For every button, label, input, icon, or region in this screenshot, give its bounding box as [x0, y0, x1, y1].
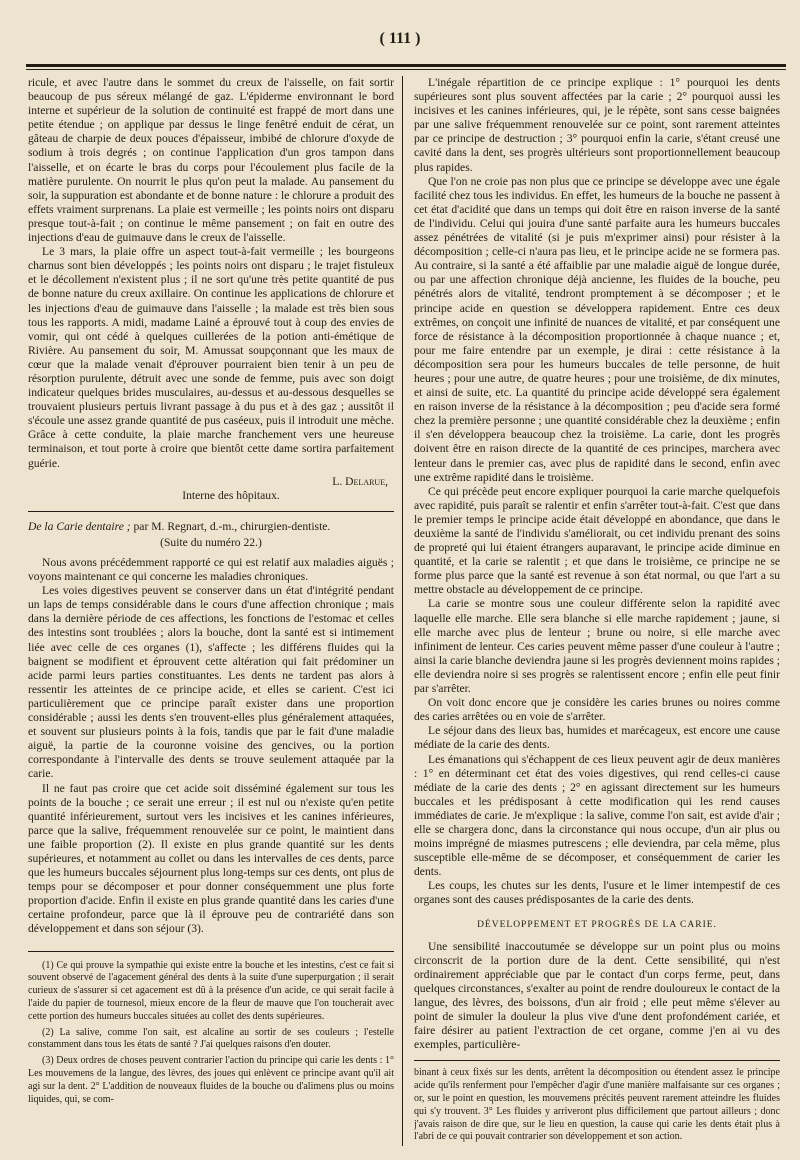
footnote-rule — [414, 1060, 780, 1061]
footnote-continuation — [414, 1067, 780, 1144]
section-paragraph: Une sensibilité inaccoutumée se développe sur un point plus ou moins circonscrit de la portion dure de la dent. Cette sensibilité, qui n'est ordinairement appréciable que par le contact d'un corps ferme, peut, dans quelques circonstances, s'exalter au point de rendre douloureux le contact de la langue, des lèvres, des boissons, d'un air froid ; elle peut même s'élever au point de simuler la douleur la plus vive d'une dent profondément cariée, et faire désirer au patient l'extraction de cet organe, comme j'en ai vu des exemples, particulière- — [414, 939, 780, 1052]
case-report-paragraph: ricule, et avec l'autre dans le sommet du creux de l'aisselle, on fait sortir beaucoup de pus séreux mélangé de gaz. L'épiderme environnant le bord interne et supérieur de la solution de continuité est frappé de mort dans une petite étendue ; on applique par dessus le linge fenêtré enduit de cérat, un gâteau de charpie de deux pouces d'épaisseur, imbibé de chlorure d'oxyde de sodium à trois degrés ; on continue l'application d'un gros tampon dans l'aisselle, et on écarte le bras du corps pour l'écoulement plus facile de la matière purulente. On nourrit le plus qu'on peut la malade. Au pansement du soir, la suppuration est abondante et de bonne nature : le chlorure a produit des effets vraiment surprenans. La plaie est vermeille ; les points noirs ont disparu presque tout-à-fait ; on continue le même pansement ; on fait en outre des injections d'eau de guimauve dans le creux de l'aisselle. — [28, 76, 394, 245]
article-paragraph: Les émanations qui s'échappent de ces lieux peuvent agir de deux manières : 1° en déterminant cet état des voies digestives, qui rend celles-ci cause médiate de la carie des dents ; 2° en agissant directement sur les humeurs buccales et les prédisposant à cette modification qui les rend causes immédiates de carie. Je m'explique : la salive, comme l'on sait, est avide d'air ; elle se chargera donc, dans la circonstance qui nous occupe, d'un air plus ou moins imprégné de miasmes putrescens ; elle deviendra, par cela même, plus susceptible elle-même de se décomposer, et conséquemment de carier les dents. — [414, 752, 780, 879]
case-report-paragraph-march: Le 3 mars, la plaie offre un aspect tout-à-fait vermeille ; les bourgeons charnus sont bien développés ; les points noirs ont disparu ; le trajet fistuleux et le décollement n'existent plus ; il ne sort qu'une très petite quantité de pus de bonne nature du creux axillaire. On continue les applications de chlorure et les injections d'eau de guimauve dans l'aisselle ; la malade est très bien sous tous les rapports. A midi, madame Lainé a éprouvé tout à coup des envies de vomir, qui ont cédé à quelques cuillerées de la potion anti-émétique de Rivière. Au pansement du soir, M. Amussat soupçonnant que les maux de cœur que la malade venait d'éprouver pourraient bien tenir à un peu de résorption purulente, détruit avec une sonde de femme, puis avec son doigt indicateur quelques brides musculaires, au-dessus et au-dessous desquelles se trouvaient plusieurs pertuis livrant passage à du pus et à des gaz ; aussitôt il s'écoule une assez grande quantité de pus caséeux, puis il introduit une mèche. Grâce à cette conduite, la plaie marche franchement vers une heureuse terminaison, et tout porte à croire que bientôt cette dame sortira parfaitement guérie. — [28, 245, 394, 470]
article-paragraph: Que l'on ne croie pas non plus que ce principe se développe avec une égale facilité chez tous les individus. En effet, les humeurs de la bouche ne passent à cet état d'acidité que dans un temps qui doit être en raison inverse de la santé de l'individu. Celui qui jouira d'une santé parfaite aura les humeurs buccales assez pénétrées de vitalité (si je puis m'exprimer ainsi) pour résister à la décomposition ; celle-ci n'aura pas lieu, et le principe acide ne se formera pas. Au contraire, si la santé a été affaiblie par une maladie aiguë de longue durée, ou par une affection chronique déjà ancienne, les fluides de la bouche, peu pénétrés alors de vitalité, tendront promptement à se décomposer ; et le principe acide en question se développera rapidement. Entre ces deux extrêmes, on conçoit une infinité de nuances de vitalité, et par conséquent une force de résistance à la décomposition proportionnée à chaque nuance ; et, pour me faire entendre par un exemple, je dirai : cette résistance à la décomposition sera pour les humeurs buccales de telle personne, de huit heures ; pour une autre, de quatre heures ; pour une troisième, de dix minutes, et ainsi de suite, etc. La quantité du principe acide développé sera également en raison inverse de la résistance à la décomposition ; peu d'acide sera formé chez la première personne ; une quantité considérable chez la deuxième ; enfin il s'en développera beaucoup chez la troisième. La carie, dont les progrès doivent être en raison directe de la quantité de ces principes, marchera avec lenteur dans le premier cas, avec plus de rapidité dans le second, enfin avec une extrême rapidité dans le troisième. — [414, 174, 780, 484]
author-signature: L. Delarue, — [332, 474, 388, 488]
footnote: (1) Ce qui prouve la sympathie qui existe entre la bouche et les intestins, c'est ce fait si souvent observé de l'agacement général des dents à la suite d'une superpurgation ; il serait curieux de s'assurer si cet agacement est dû à la présence d'un acide, ce qui serait facile à l'aide du papier de tournesol, mieux encore de la fleur de mauve que l'on toucherait avec cette portion des humeurs buccales situées au collet des dents supérieures. — [28, 959, 394, 1022]
left-column — [28, 76, 394, 1146]
footnote: (2) La salive, comme l'on sait, est alcaline au sortir de ses couleurs ; l'estelle constamment dans tous les états de santé ? J'ai quelques raisons d'en douter. — [28, 1026, 394, 1051]
article-continuation: (Suite du numéro 22.) — [160, 535, 262, 549]
article-paragraph: On voit donc encore que je considère les caries brunes ou noires comme des caries arrêtées ou en voie de s'arrêter. — [414, 696, 780, 724]
article-title-italic: De la Carie dentaire ; — [28, 519, 131, 533]
footnote-rule — [28, 951, 394, 952]
article-paragraph: Ce qui précède peut encore expliquer pourquoi la carie marche quelquefois avec rapidité, puis paraît se ralentir et enfin s'arrêter tout-à-fait. C'est que dans le premier temps le principe acide était développé en abondance, que dans le deuxième la santé de l'individu s'améliorait, ou cet individu prenant des soins de propreté qui lui étaient étrangers auparavant, le principe acide diminue en quantité, et la carie se ralentit ; et que dans le troisième, ce principe ne se forme plus parce que la santé est revenue à son état normal, ou que l'art a su mettre obstacle au développement de ce principe. — [414, 484, 780, 597]
column-divider — [402, 76, 403, 1146]
article-paragraph: La carie se montre sous une couleur différente selon la rapidité avec laquelle elle marche. Elle sera blanche si elle marche rapidement ; jaune, si elle marche avec plus de lenteur ; brune ou noire, si elle marche avec infiniment de lenteur. Ces caries peuvent même passer d'une couleur à l'autre ; ainsi la carie blanche deviendra jaune si les progrès deviennent moins rapides ; elle deviendra noire si ses progrès se ralentissent encore ; enfin elle peut finir par s'arrêter. — [414, 597, 780, 696]
header-rule-thin — [26, 69, 786, 70]
article-title-author: par M. Regnart, d.-m., chirurgien-dentiste. — [130, 519, 331, 533]
article-title — [28, 520, 394, 534]
article-paragraph: Les voies digestives peuvent se conserver dans un état d'intégrité pendant un laps de temps considérable dans le cours d'une affection chronique ; mais dans la dernière période de ces affections, les fonctions de l'estomac et celles des intestins sont troublées ; alors la bouche, dont la santé est si intimement liée avec celle de ces organes (1), s'affecte ; les différens fluides qui la baignent se modifient et éprouvent cette altération qui fait prédominer un acide parmi leurs parties constituantes. Les dents ne tardent pas alors à ressentir les atteintes de ce principe acide, et elles se carient. C'est ici particulièrement que ce principe paraît exister dans une proportion considérable ; aussi les dents s'en trouvent-elles plus généralement attaquées, et souvent sur plusieurs points à la fois, tandis que par le fait d'une maladie aiguë, la partie de la couronne voisine des gencives, ou la portion correspondante à l'intervalle des dents se trouve seulement attaquée par la carie. — [28, 584, 394, 781]
article-separator — [28, 511, 394, 512]
article-paragraph: Le séjour dans des lieux bas, humides et marécageux, est encore une cause médiate de la carie des dents. — [414, 724, 780, 752]
footnote: (3) Deux ordres de choses peuvent contrarier l'action du principe qui carie les dents : 1° Les mouvemens de la langue, des lèvres, des joues qui enlèvent ce principe avant qu'il ait agi sur la dent. 2° L'addition de nouveaux fluides de la bouche ou d'alimens plus ou moins liquides, qui, se com- — [28, 1055, 394, 1105]
header-rule — [26, 64, 786, 67]
footnotes — [28, 960, 394, 1107]
page-number: ( 111 ) — [379, 30, 421, 47]
footnote-continued: binant à ceux fixés sur les dents, arrêtent la décomposition ou étendent assez le principe acide qu'ils renferment pour l'empêcher d'agir d'une manière malfaisante sur ces organes ; or, sur le point en question, les mouvemens précités peuvent rarement atteindre les fluides qui s'y trouvent. 3° Les fluides y arriveront plus difficilement que partout ailleurs ; donc j'avais raison de dire que, sur le lieu en question, la cause qui carie les dents était plus à l'abri de ce qui pouvait contrarier son développement et son action. — [414, 1067, 780, 1143]
article-paragraph: Les coups, les chutes sur les dents, l'usure et le limer intempestif de ces organes sont des causes prédisposantes de la carie des dents. — [414, 879, 780, 907]
author-title: Interne des hôpitaux. — [182, 488, 280, 502]
article-paragraph: Il ne faut pas croire que cet acide soit disséminé également sur tous les points de la bouche ; ce serait une erreur ; il est nul ou n'existe qu'en petite quantité inférieurement, surtout vers les incisives et les canines inférieures, parce que la salive, fréquemment renouvelée sur ce point, le maintient dans une faible proportion (2). Il existe en plus grande quantité sur les dents supérieures, et notamment au collet ou dans les intervalles de ces dents, parce que les humeurs buccales séjournent plus long-temps sur ces dents, ont plus de temps pour se décomposer et pour donner conséquemment une plus forte proportion d'acide. Enfin il existe en plus grande quantité dans les caries d'une certaine profondeur, parce que là il éprouve peu de contrariété dans son développement et dans son séjour (3). — [28, 781, 394, 936]
article-paragraph: Nous avons précédemment rapporté ce qui est relatif aux maladies aiguës ; voyons maintenant ce qui concerne les maladies chroniques. — [28, 556, 394, 584]
right-column — [414, 76, 780, 1146]
article-paragraph: L'inégale répartition de ce principe explique : 1° pourquoi les dents supérieures sont plus souvent affectées par la carie ; 2° pourquoi aussi les incisives et les canines inférieures, qui, je le répète, sont sans cesse baignées par une salive fréquemment renouvelée sur ce point, sont rarement atteintes par ce principe de destruction ; 3° pourquoi enfin la carie, s'étant creusé une cavité dans la dent, ses progrès ultérieurs sont proportionnellement beaucoup plus rapides. — [414, 76, 780, 174]
section-heading: DÉVELOPPEMENT ET PROGRÈS DE LA CARIE. — [477, 919, 717, 930]
